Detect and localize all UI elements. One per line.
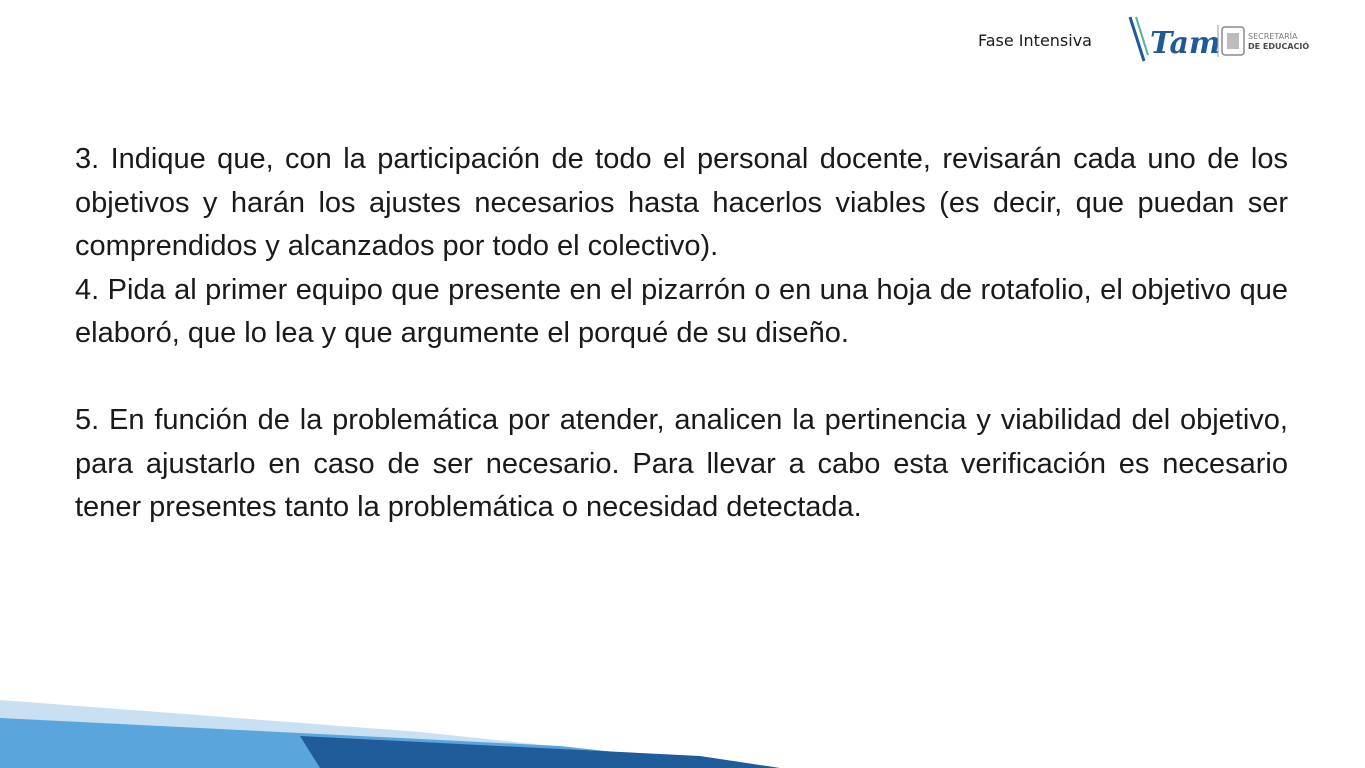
instruction-item-4: 4. Pida al primer equipo que presente en el pizarrón o en una hoja de rotafolio, el objetivo que elaboró, que lo lea y que argumente el porqué de su diseño. — [75, 273, 1288, 349]
paragraph-spacer — [75, 356, 1288, 400]
footer-band-dark — [300, 736, 780, 768]
logo-tam-text: Tam — [1150, 26, 1221, 61]
logo-secretaria-line2: DE EDUCACIÓN — [1248, 42, 1310, 51]
logo-seal-inner — [1227, 33, 1239, 49]
logo-secretaria-line1: SECRETARÍA — [1248, 32, 1298, 41]
tam-logo — [1128, 15, 1310, 67]
header-label: Fase Intensiva — [978, 31, 1092, 50]
instructions-body — [75, 138, 1288, 530]
instruction-item-5: 5. En función de la problemática por atender, analicen la pertinencia y viabilidad del objetivo, para ajustarlo en caso de ser necesario. Para llevar a cabo esta verificación es necesario tener presentes tanto la problemática o necesidad detectada. — [75, 404, 1288, 523]
logo-slash-green — [1136, 17, 1148, 55]
footer-decoration — [0, 690, 1365, 768]
instruction-item-3: 3. Indique que, con la participación de todo el personal docente, revisarán cada uno de los objetivos y harán los ajustes necesarios hasta hacerlos viables (es decir, que puedan ser comprendidos y alcanzados por todo el colectivo). — [75, 143, 1288, 262]
tam-logo-graphic — [1128, 15, 1310, 67]
